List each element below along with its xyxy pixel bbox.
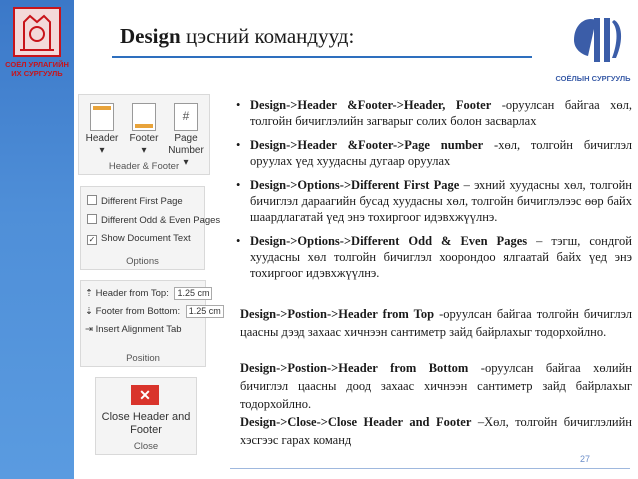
- footer-button-arrow: ▾: [141, 145, 147, 156]
- school-logo-icon: [566, 10, 626, 70]
- paragraph-header-from-bottom: [240, 359, 632, 413]
- header-button[interactable]: [83, 103, 121, 157]
- footer-bottom-icon: ⇣: [85, 306, 93, 318]
- page-number-doc-icon: [174, 103, 198, 131]
- slide-title: [120, 24, 354, 49]
- options-ribbon-group: [80, 186, 221, 270]
- header-top-icon: ⇡: [85, 288, 93, 300]
- checkbox-icon: [87, 214, 97, 224]
- footer-button-label: Footer: [129, 133, 159, 144]
- title-underline: [112, 56, 532, 58]
- list-item: [236, 97, 632, 129]
- title-bold: Design: [120, 24, 181, 48]
- paragraph-description: –Хөл, толгойн бичиглэлийн хэсгээс гарах команд: [240, 415, 632, 447]
- footer-doc-icon: [132, 103, 156, 131]
- header-footer-ribbon-group: [78, 94, 210, 175]
- footer-from-bottom-label: Footer from Bottom:: [95, 306, 181, 318]
- different-odd-even-checkbox[interactable]: [87, 214, 220, 226]
- different-odd-even-label: Different Odd & Even Pages: [101, 215, 221, 226]
- footer-divider: [230, 468, 630, 469]
- bullet-description: – тэгш, сондгой хуудасны хөл толгойн бичиглэл хоорондоо ялгаатай байх үед энэ тохиргоог идэвхжүүлнэ.: [250, 234, 632, 280]
- different-first-page-label: Different First Page: [101, 196, 183, 207]
- checkbox-icon: [87, 195, 97, 205]
- page-number-button[interactable]: [167, 103, 205, 169]
- university-emblem-icon: [10, 6, 64, 58]
- command-bullet-list: [236, 97, 632, 289]
- close-x-icon[interactable]: ✕: [131, 385, 159, 405]
- paragraph-command: Design->Postion->Header from Top: [240, 307, 435, 321]
- insert-alignment-tab-button[interactable]: [85, 324, 182, 335]
- alignment-tab-icon: ⇥: [85, 324, 93, 335]
- page-number-button-label: Page: [174, 133, 198, 144]
- bullet-command: Design->Options->Different First Page: [250, 178, 460, 192]
- header-from-top-row: [85, 287, 212, 300]
- bullet-description: – эхний хуудасны хөл, толгойн бичиглэл дараагийн бусад хуудасны хөл, толгойн бичиглэлээс өөр байх шаардлагатай үед энэ тохиргоог идэвхжүүлнэ.: [250, 178, 632, 224]
- bullet-command: Design->Header &Footer->Header, Footer: [250, 98, 492, 112]
- close-header-footer-button[interactable]: Close Header and Footer: [101, 411, 191, 436]
- footer-button[interactable]: [125, 103, 163, 157]
- hash-icon: #: [182, 109, 190, 123]
- position-group-label: Position: [126, 353, 160, 364]
- bullet-command: Design->Options->Different Odd & Even Pages: [250, 234, 528, 248]
- header-from-top-input[interactable]: 1.25 cm: [174, 287, 212, 300]
- checkmark-icon: ✓: [88, 235, 96, 244]
- header-from-top-label: Header from Top:: [95, 288, 169, 300]
- footer-from-bottom-row: [85, 305, 224, 318]
- list-item: [236, 177, 632, 225]
- list-item: [236, 137, 632, 169]
- different-first-page-checkbox[interactable]: [87, 195, 183, 207]
- paragraph-command: Design->Postion->Header from Bottom: [240, 361, 469, 375]
- right-logo-caption: СОЁЛЫН СУРГУУЛЬ: [555, 74, 631, 83]
- list-item: [236, 233, 632, 281]
- header-footer-group-label: Header & Footer: [108, 161, 180, 172]
- close-ribbon-group: [95, 377, 197, 455]
- close-group-label: Close: [133, 441, 159, 452]
- bullet-description: -хөл, толгойн бичиглэл оруулах үед хуудасны дугаар оруулах: [250, 138, 633, 168]
- options-group-label: Options: [126, 256, 159, 267]
- sidebar: [0, 0, 74, 479]
- page-number-button-sub: Number ▾: [168, 145, 204, 168]
- paragraph-header-from-top: [240, 305, 632, 341]
- header-doc-icon: [90, 103, 114, 131]
- paragraph-description: -оруулсан байгаа толгойн бичиглэл цаасны дээд захаас хичнээн сантиметр зайд байрлахыг тодорхойлно.: [240, 307, 632, 339]
- show-document-text-label: Show Document Text: [101, 233, 191, 244]
- show-document-text-checkbox[interactable]: [87, 233, 191, 245]
- paragraph-close: [240, 413, 632, 449]
- bullet-description: -оруулсан байгаа хөл, толгойн бичиглэлийн загварыг солих болон засварлах: [250, 98, 632, 128]
- title-rest: цэсний командууд:: [180, 24, 355, 48]
- left-logo-caption: СОЁЛ УРЛАГИЙН ИХ СУРГУУЛЬ: [5, 60, 69, 78]
- position-ribbon-group: [80, 280, 221, 367]
- page-number: 27: [580, 454, 591, 464]
- insert-alignment-tab-label: Insert Alignment Tab: [95, 324, 182, 335]
- paragraph-description: -оруулсан байгаа хөлийн бичиглэл цаасны доод захаас хичнээн сантиметр зайд байрлахыг тодорхойлно.: [240, 361, 632, 411]
- paragraph-command: Design->Close->Close Header and Footer: [240, 415, 472, 429]
- footer-from-bottom-input[interactable]: 1.25 cm: [186, 305, 224, 318]
- header-button-arrow: ▾: [99, 145, 105, 156]
- bullet-command: Design->Header &Footer->Page number: [250, 138, 484, 152]
- header-button-label: Header: [85, 133, 119, 144]
